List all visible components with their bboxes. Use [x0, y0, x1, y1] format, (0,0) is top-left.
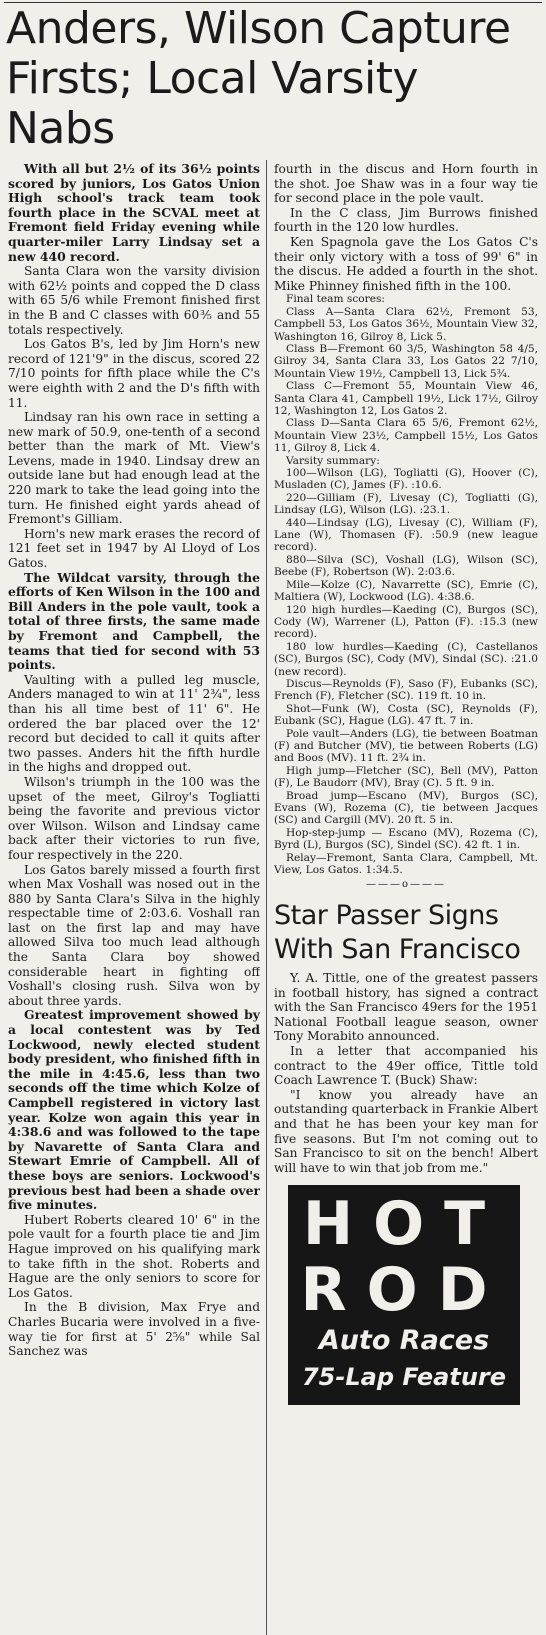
results-line: Shot—Funk (W), Costa (SC), Reynolds (F), Eubank (SC), Hague (LG). 47 ft. 7 in. [274, 702, 538, 728]
results-line: Relay—Fremont, Santa Clara, Campbell, Mt. View, Los Gatos. 1:34.5. [274, 851, 538, 877]
body-paragraph: In the B division, Max Frye and Charles Bucaria were involved in a five-way tie for first at 5' 2⅝" while Sal Sanchez was [8, 1300, 260, 1359]
results-line: Discus—Reynolds (F), Saso (F), Eubanks (SC), French (F), Fletcher (SC). 119 ft. 10 in. [274, 677, 538, 703]
results-line: Final team scores: [286, 293, 385, 306]
article-headline: Anders, Wilson Capture Firsts; Local Varsity Nabs [6, 4, 511, 154]
top-rule [4, 2, 542, 3]
second-headline: Star Passer Signs With San Francisco [274, 900, 521, 966]
left-column [8, 162, 260, 1635]
body-paragraph: Vaulting with a pulled leg muscle, Anders managed to win at 11' 2¾", less than his all time best of 11' 6". He ordered the bar placed over the 12' record but decided to call it quits after two passes. Anders hit the fifth hurdle in the highs and dropped out. [8, 672, 260, 775]
results-line: Class A—Santa Clara 62½, Fremont 53, Campbell 53, Los Gatos 36½, Mountain View 32, Washington 16, Gilroy 8, Lick 5. [274, 305, 538, 343]
ad-line-feature: 75-Lap Feature [301, 1363, 507, 1392]
body-paragraph: Los Gatos B's, led by Jim Horn's new record of 121'9" in the discus, scored 22 7/10 points for fifth place while the C's were eighth with 2 and the D's fifth with 11. [8, 337, 260, 410]
body-paragraph: In the C class, Jim Burrows finished fourth in the 120 low hurdles. [274, 205, 538, 235]
results-line: Class B—Fremont 60 3/5, Washington 58 4/5, Gilroy 34, Santa Clara 33, Los Gatos 22 7/10, Mountain View 19½, Campbell 13, Lick 5¾. [274, 342, 538, 380]
body-paragraph: Santa Clara won the varsity division with 62½ points and copped the D class with 65 5/6 while Fremont finished first in the B and C classes with 60⅗ and 55 totals respectively. [8, 264, 260, 337]
bold-paragraph: The Wildcat varsity, through the efforts of Ken Wilson in the 100 and Bill Anders in the pole vault, took a total of three firsts, the same made by Fremont and Campbell, the teams that tied for second with 53 points. [8, 569, 260, 673]
body-paragraph: Y. A. Tittle, one of the greatest passers in football history, has signed a contract with the San Francisco 49ers for the 1951 National Football league season, owner Tony Morabito announced. [274, 971, 538, 1044]
body-paragraph: Wilson's triumph in the 100 was the upset of the meet, Gilroy's Togliatti being the favorite and previous victor over Wilson. Wilson and Lindsay came back after their victories to run five, four respectively in the 220. [8, 774, 260, 862]
results-line: 120 high hurdles—Kaeding (C), Burgos (SC), Cody (W), Warrener (L), Patton (F). :15.3 (new record). [274, 603, 538, 641]
ad-line-auto-races: Auto Races [318, 1325, 490, 1357]
ad-line-rod: ROD [300, 1255, 508, 1326]
results-line: Class D—Santa Clara 65 5/6, Fremont 62½, Mountain View 23½, Campbell 15½, Los Gatos 11, Gilroy 8, Lick 4. [274, 417, 538, 455]
body-paragraph: Ken Spagnola gave the Los Gatos C's their only victory with a toss of 99' 6" in the discus. He added a fourth in the shot. Mike Phinney finished fifth in the 100. [274, 234, 538, 293]
results-line: 180 low hurdles—Kaeding (C), Castellanos (SC), Burgos (SC), Cody (MV), Sindal (SC). :21.0 (new record). [274, 640, 538, 678]
results-line: High jump—Fletcher (SC), Bell (MV), Patton (F), Le Baudorr (MV), Bray (C). 5 ft. 9 in. [274, 764, 538, 790]
results-line: 880—Silva (SC), Voshall (LG), Wilson (SC), Beebe (F), Robertson (W). 2:03.6. [274, 553, 538, 579]
results-summary [274, 293, 538, 876]
section-separator: ———o——— [365, 879, 447, 891]
right-column [274, 162, 538, 1635]
results-line: 100—Wilson (LG), Togliatti (G), Hoover (C), Musladen (C), James (F). :10.6. [274, 467, 538, 492]
continued-paragraph: fourth in the discus and Horn fourth in the shot. Joe Shaw was in a four way tie for second place in the pole vault. [274, 162, 538, 206]
body-paragraph: Hubert Roberts cleared 10' 6" in the pole vault for a fourth place tie and Jim Hague improved on his qualifying mark to take fifth in the shot. Roberts and Hague are the only seniors to score for Los Gatos. [8, 1212, 260, 1300]
ad-line-hot: HOT [302, 1189, 506, 1260]
lead-paragraph: With all but 2½ of its 36½ points scored by juniors, Los Gatos Union High school's track team took fourth place in the SCVAL meet at Fremont field Friday evening while quarter-miler Larry Lindsay set a new 440 record. [8, 162, 260, 264]
bold-paragraph: Greatest improvement showed by a local contestent was by Ted Lockwood, newly elected student body president, who finished fifth in the mile in 4:45.6, less than two seconds off the time which Kolze of Campbell registered in victory last year. Kolze won again this year in 4:38.6 and was followed to the tape by Navarette of Santa Clara and Stewart Emrie of Campbell. All of these boys are seniors. Lockwood's previous best had been a shade over five minutes. [8, 1007, 260, 1213]
results-line: Mile—Kolze (C), Navarrette (SC), Emrie (C), Maltiera (W), Lockwood (LG). 4:38.6. [274, 578, 538, 604]
body-paragraph: Lindsay ran his own race in setting a new mark of 50.9, one-tenth of a second better than the mark of Mt. View's Levens, made in 1940. Lindsay drew an outside lane but had enough lead at the 220 mark to take the lead going into the turn. He finished eight yards ahead of Fremont's Gilliam. [8, 410, 260, 527]
results-line: Pole vault—Anders (LG), tie between Boatman (F) and Butcher (MV), tie between Roberts (LG) and Boos (MV). 11 ft. 2¾ in. [274, 727, 538, 765]
results-line: Class C—Fremont 55, Mountain View 46, Santa Clara 41, Campbell 19½, Lick 17½, Gilroy 12, Washington 12, Los Gatos 2. [274, 380, 538, 417]
body-paragraph: Los Gatos barely missed a fourth first when Max Voshall was nosed out in the 880 by Santa Clara's Silva in the highly respectable time of 2:03.6. Voshall ran last on the first lap and may have allowed Silva too much lead although the Santa Clara boy showed considerable heart in fighting off Voshall's closing rush. Silva won by about three yards. [8, 862, 260, 1008]
results-line: 220—Gilliam (F), Livesay (C), Togliatti (G), Lindsay (LG), Wilson (LG). :23.1. [274, 491, 538, 517]
body-paragraph: Horn's new mark erases the record of 121 feet set in 1947 by Al Lloyd of Los Gatos. [8, 526, 260, 571]
results-line: Varsity summary: [286, 454, 380, 467]
column-divider [266, 160, 267, 1635]
results-line: 440—Lindsay (LG), Livesay (C), William (F), Lane (W), Thomasen (F). :50.9 (new league record). [274, 516, 538, 554]
body-paragraph: In a letter that accompanied his contract to the 49er office, Tittle told Coach Lawrence T. (Buck) Shaw: [274, 1044, 538, 1088]
results-line: Broad jump—Escano (MV), Burgos (SC), Evans (W), Rozema (C), tie between Jacques (SC) and Cargill (MV). 20 ft. 5 in. [274, 789, 538, 827]
body-paragraph: "I know you already have an outstanding quarterback in Frankie Albert and that he has been your key man for five seasons. But I'm not coming out to San Francisco to sit on the bench! Albert will have to win that job from me." [274, 1087, 538, 1175]
hot-rod-advertisement [288, 1185, 520, 1405]
results-line: Hop-step-jump — Escano (MV), Rozema (C), Byrd (L), Burgos (SC), Sindel (SC). 42 ft. 1 in. [274, 826, 538, 852]
